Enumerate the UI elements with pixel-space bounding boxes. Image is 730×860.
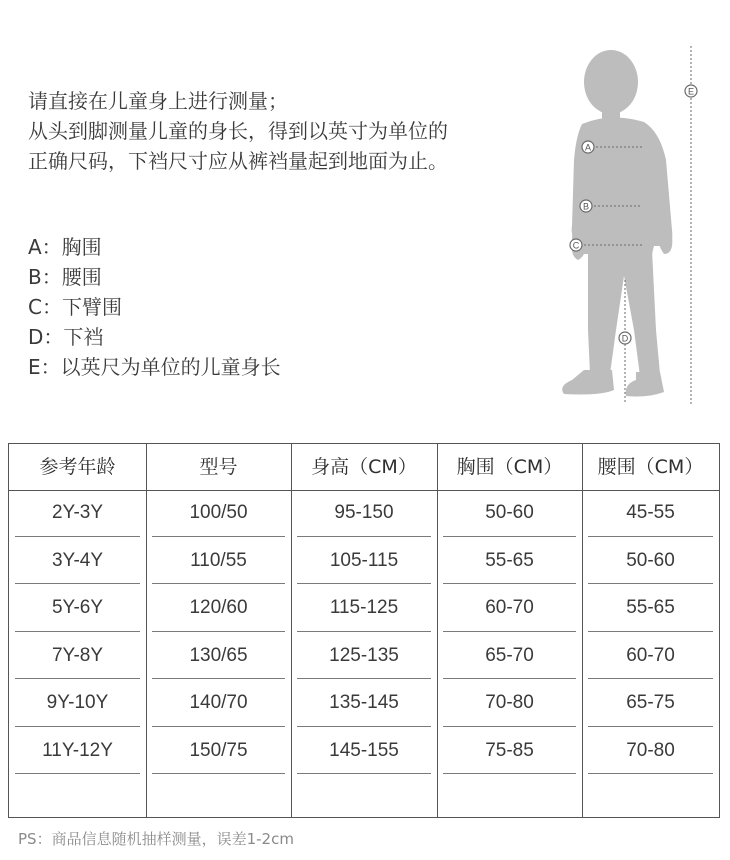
measurement-note: PS：商品信息随机抽样测量，误差1-2cm — [18, 830, 294, 848]
header-chest: 胸围（CM） — [456, 456, 563, 478]
row-rule — [297, 583, 431, 584]
marker-a-label: A — [584, 142, 592, 153]
marker-c-icon — [570, 239, 582, 251]
row-rule — [588, 773, 713, 774]
row-rule — [297, 773, 431, 774]
measurement-legend — [28, 232, 281, 382]
row-rule — [588, 536, 713, 537]
row-rule — [443, 536, 576, 537]
marker-e-icon — [685, 85, 697, 97]
row-rule — [588, 726, 713, 727]
row-rule — [297, 536, 431, 537]
cell-height: 135-145 — [329, 692, 399, 713]
marker-a-icon — [582, 141, 594, 153]
row-rule — [152, 726, 285, 727]
legend-item-e: E：以英尺为单位的儿童身长 — [28, 355, 281, 379]
row-rule — [152, 631, 285, 632]
row-rule — [15, 536, 140, 537]
child-silhouette-figure — [548, 40, 718, 410]
cell-waist: 70-80 — [626, 739, 675, 761]
row-rule — [152, 583, 285, 584]
cell-height: 95-150 — [334, 502, 394, 523]
cell-height: 145-155 — [329, 739, 399, 761]
marker-e-label: E — [687, 86, 695, 97]
row-rule — [443, 773, 576, 774]
marker-d-icon — [619, 332, 631, 344]
instruction-line: 从头到脚测量儿童的身长，得到以英寸为单位的 — [28, 119, 448, 143]
marker-c-label: C — [572, 240, 580, 251]
row-rule — [152, 536, 285, 537]
cell-waist: 55-65 — [626, 597, 675, 618]
cell-model: 120/60 — [189, 597, 248, 618]
row-rule — [152, 773, 285, 774]
row-rule — [443, 631, 576, 632]
marker-b-label: B — [582, 201, 590, 212]
cell-model: 130/65 — [189, 644, 248, 666]
legend-item-b: B：腰围 — [28, 265, 102, 289]
cell-height: 115-125 — [329, 597, 399, 618]
cell-chest: 50-60 — [485, 502, 534, 523]
cell-model: 100/50 — [189, 502, 248, 523]
marker-b-icon — [580, 200, 592, 212]
instruction-line: 请直接在儿童身上进行测量； — [28, 89, 288, 113]
legend-item-d: D：下裆 — [28, 325, 104, 349]
marker-d-label: D — [621, 333, 629, 344]
header-height: 身高（CM） — [311, 456, 417, 478]
cell-chest: 65-70 — [485, 644, 534, 666]
instruction-line: 正确尺码，下裆尺寸应从裤裆量起到地面为止。 — [28, 149, 448, 173]
legend-item-c: C：下臂围 — [28, 295, 122, 319]
cell-waist: 60-70 — [626, 644, 675, 666]
cell-age: 2Y-3Y — [51, 502, 104, 523]
header-waist: 腰围（CM） — [597, 456, 704, 478]
header-age: 参考年龄 — [39, 456, 116, 478]
cell-height: 105-115 — [329, 549, 399, 571]
cell-age: 5Y-6Y — [51, 597, 104, 618]
cell-model: 110/55 — [190, 549, 247, 571]
row-rule — [15, 678, 140, 679]
cell-waist: 65-75 — [626, 692, 675, 713]
row-rule — [443, 583, 576, 584]
row-rule — [297, 678, 431, 679]
child-silhouette-icon — [562, 50, 672, 397]
row-rule — [588, 583, 713, 584]
cell-chest: 60-70 — [485, 597, 534, 618]
row-rule — [297, 726, 431, 727]
row-rule — [152, 678, 285, 679]
cell-model: 140/70 — [189, 692, 248, 713]
cell-chest: 55-65 — [485, 549, 534, 571]
row-rule — [15, 631, 140, 632]
cell-age: 11Y-12Y — [42, 739, 113, 761]
header-model: 型号 — [199, 456, 238, 478]
row-rule — [588, 678, 713, 679]
cell-chest: 70-80 — [485, 692, 534, 713]
cell-height: 125-135 — [329, 644, 399, 666]
cell-waist: 50-60 — [626, 549, 675, 571]
row-rule — [297, 631, 431, 632]
size-table — [8, 443, 720, 818]
row-rule — [443, 726, 576, 727]
row-rule — [15, 583, 140, 584]
cell-age: 9Y-10Y — [46, 692, 109, 713]
row-rule — [15, 726, 140, 727]
cell-model: 150/75 — [189, 739, 248, 761]
cell-chest: 75-85 — [485, 739, 534, 761]
cell-age: 3Y-4Y — [51, 549, 104, 571]
row-rule — [15, 773, 140, 774]
row-rule — [588, 631, 713, 632]
legend-item-a: A：胸围 — [28, 235, 102, 259]
cell-age: 7Y-8Y — [51, 644, 104, 666]
row-rule — [443, 678, 576, 679]
measurement-instructions — [28, 86, 548, 176]
cell-waist: 45-55 — [626, 502, 675, 523]
